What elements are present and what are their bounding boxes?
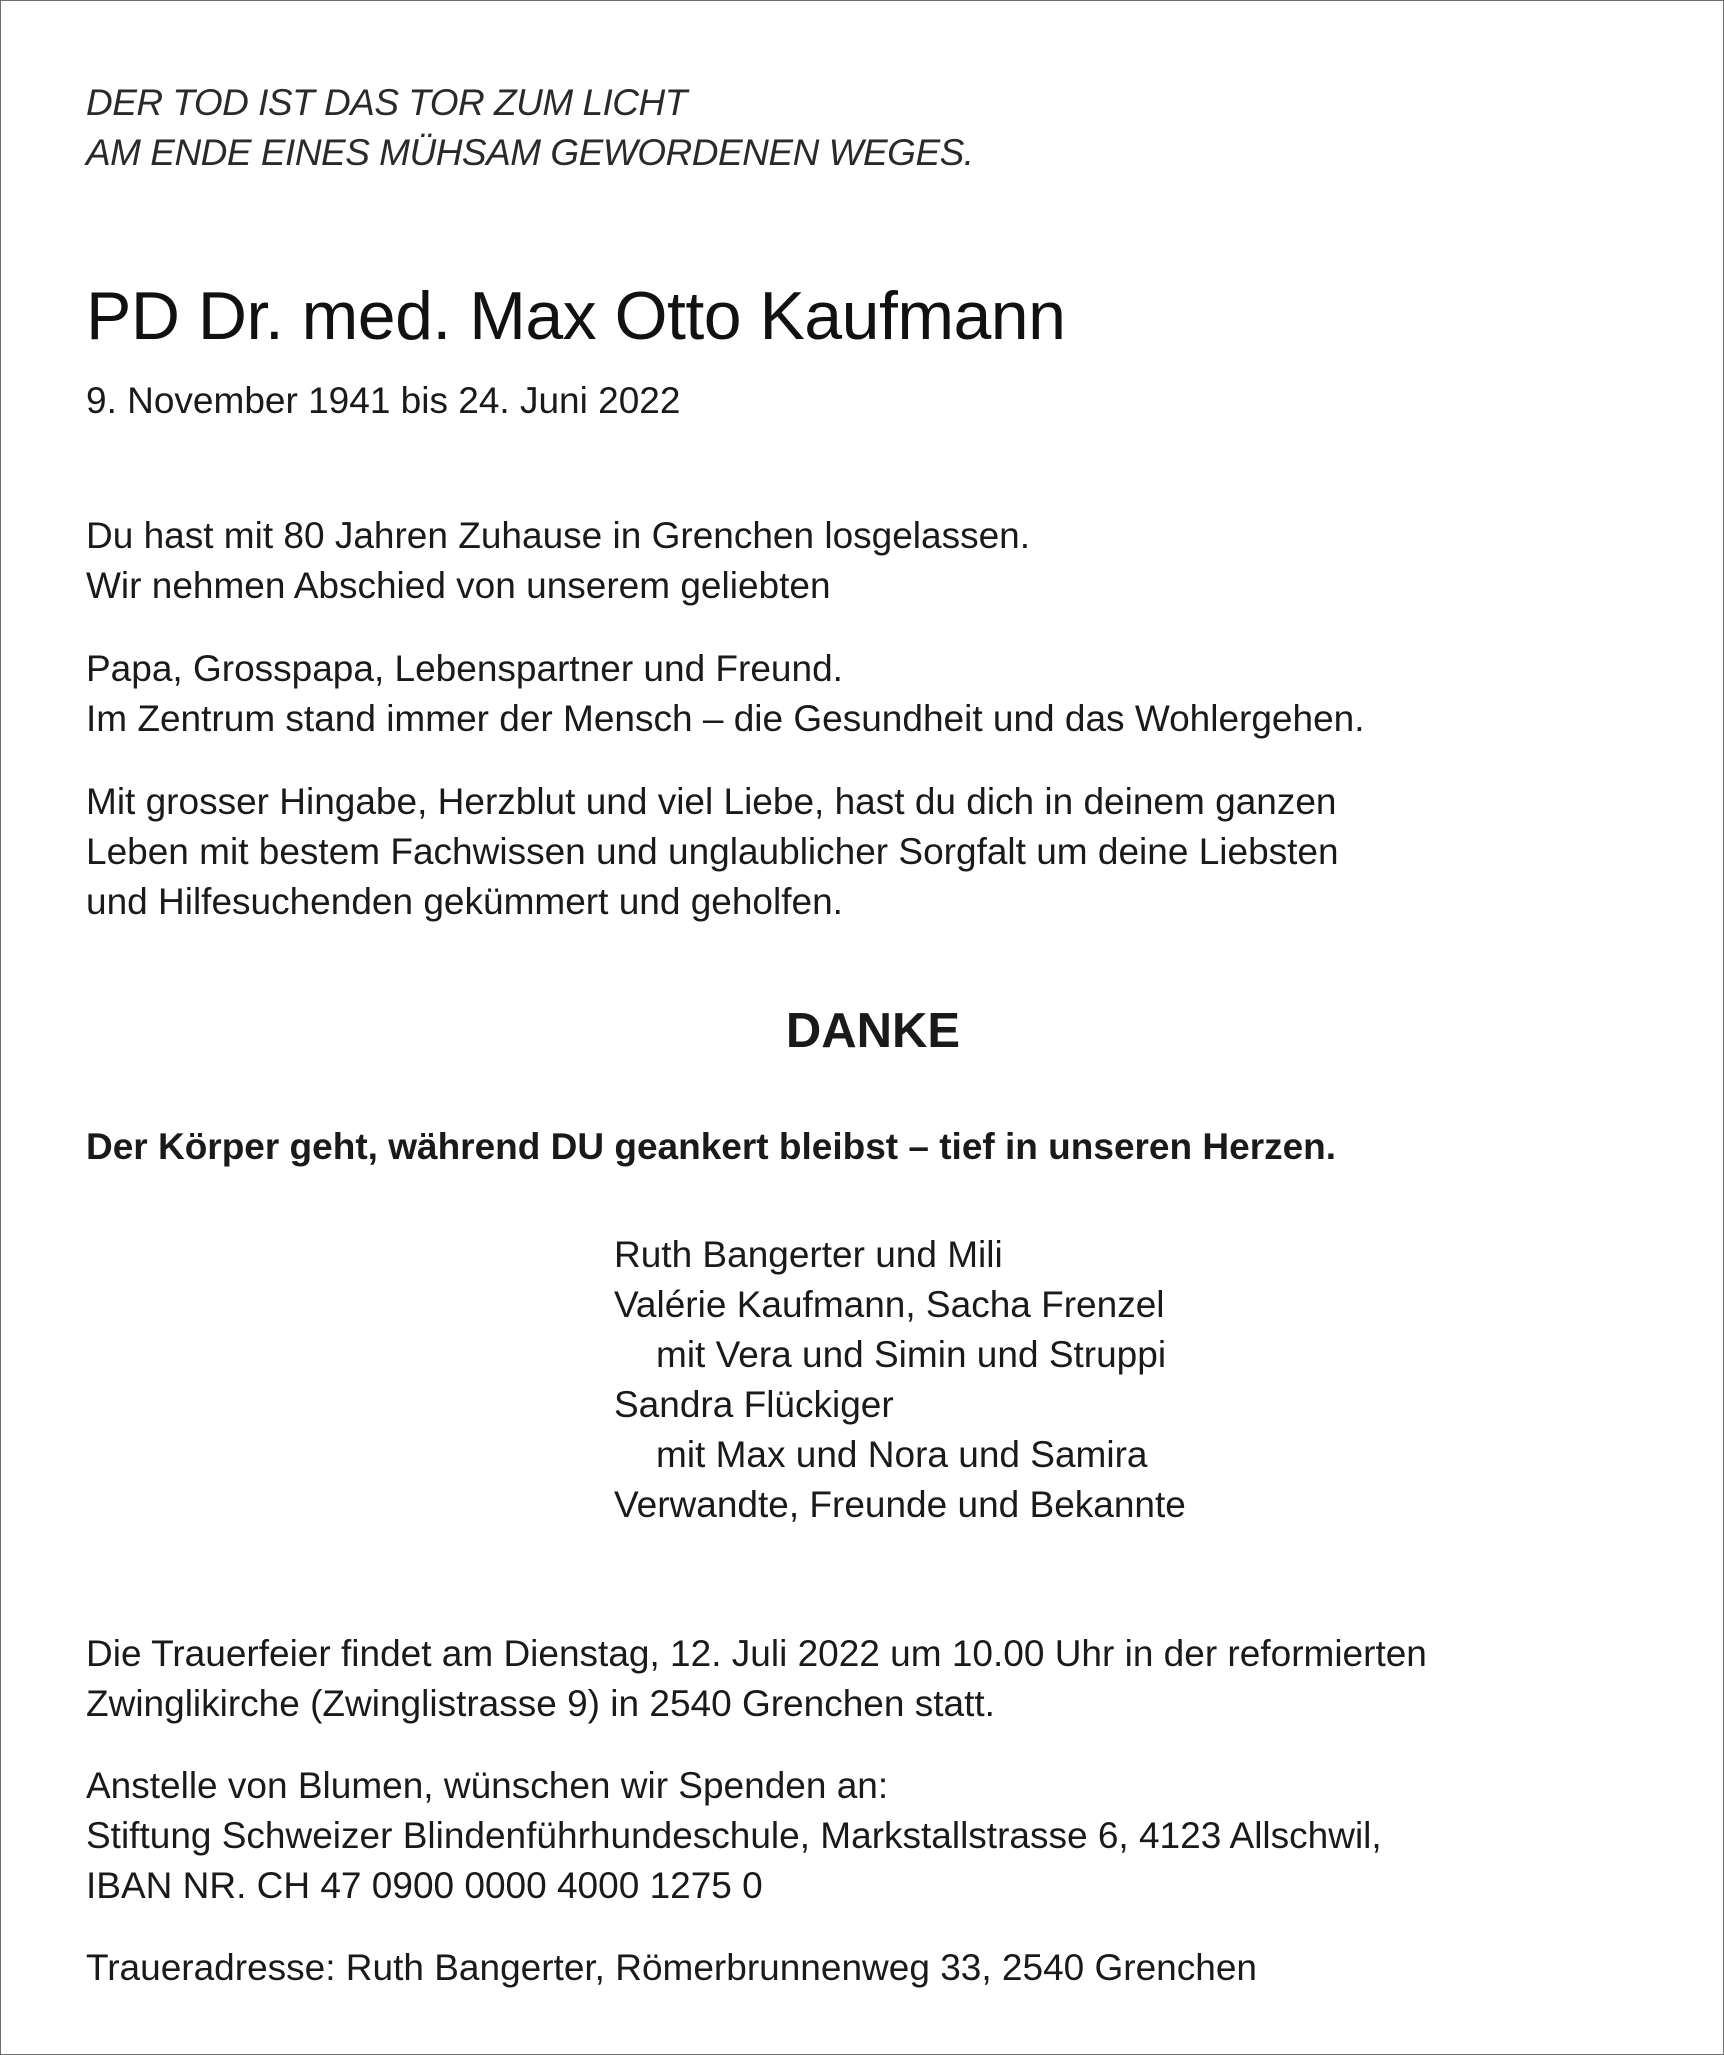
text-line: Die Trauerfeier findet am Dienstag, 12. Juli 2022 um 10.00 Uhr in der reformierten xyxy=(86,1633,1427,1674)
relationship-paragraph xyxy=(86,644,1646,744)
mourner-entry: mit Vera und Simin und Struppi xyxy=(656,1334,1167,1375)
text-line: Mit grosser Hingabe, Herzblut und viel Liebe, hast du dich in deinem ganzen xyxy=(86,781,1337,822)
mourner-entry: mit Max und Nora und Samira xyxy=(656,1434,1148,1475)
mourner-entry: Sandra Flückiger xyxy=(614,1384,894,1425)
text-line: Zwinglikirche (Zwinglistrasse 9) in 2540 Grenchen statt. xyxy=(86,1683,995,1724)
text-line: Anstelle von Blumen, wünschen wir Spenden an: xyxy=(86,1765,889,1806)
text-line: Stiftung Schweizer Blindenführhundeschule, Markstallstrasse 6, 4123 Allschwil, xyxy=(86,1815,1382,1856)
life-dates: 9. November 1941 bis 24. Juni 2022 xyxy=(86,380,681,421)
farewell-paragraph xyxy=(86,511,1646,611)
deceased-name: PD Dr. med. Max Otto Kaufmann xyxy=(86,278,1066,354)
mourner-entry: Valérie Kaufmann, Sacha Frenzel xyxy=(614,1284,1165,1325)
obituary-content xyxy=(86,78,1646,1993)
danke-heading: DANKE xyxy=(785,1004,961,1058)
text-line: Im Zentrum stand immer der Mensch – die Gesundheit und das Wohlergehen. xyxy=(86,698,1365,739)
donation-info xyxy=(86,1761,1646,1911)
motto xyxy=(86,78,1646,178)
motto-line: DER TOD IST DAS TOR ZUM LICHT xyxy=(86,82,687,123)
closing-line: Der Körper geht, während DU geankert bleibst – tief in unseren Herzen. xyxy=(86,1126,1337,1167)
text-line: Leben mit bestem Fachwissen und unglaublicher Sorgfalt um deine Liebsten xyxy=(86,831,1339,872)
ceremony-info xyxy=(86,1629,1646,1729)
text-line: Du hast mit 80 Jahren Zuhause in Grenchen losgelassen. xyxy=(86,515,1031,556)
text-line: Papa, Grosspapa, Lebenspartner und Freund. xyxy=(86,648,843,689)
mourner-entry: Verwandte, Freunde und Bekannte xyxy=(614,1484,1186,1525)
text-line: und Hilfesuchenden gekümmert und geholfen. xyxy=(86,881,843,922)
mourners-list xyxy=(614,1230,1646,1530)
mourner-entry: Ruth Bangerter und Mili xyxy=(614,1234,1003,1275)
motto-line: AM ENDE EINES MÜHSAM GEWORDENEN WEGES. xyxy=(86,132,974,173)
mourning-address: Traueradresse: Ruth Bangerter, Römerbrunnenweg 33, 2540 Grenchen xyxy=(86,1947,1257,1988)
text-line: Wir nehmen Abschied von unserem geliebten xyxy=(86,565,831,606)
text-line: IBAN NR. CH 47 0900 0000 4000 1275 0 xyxy=(86,1865,763,1906)
tribute-paragraph xyxy=(86,777,1646,927)
